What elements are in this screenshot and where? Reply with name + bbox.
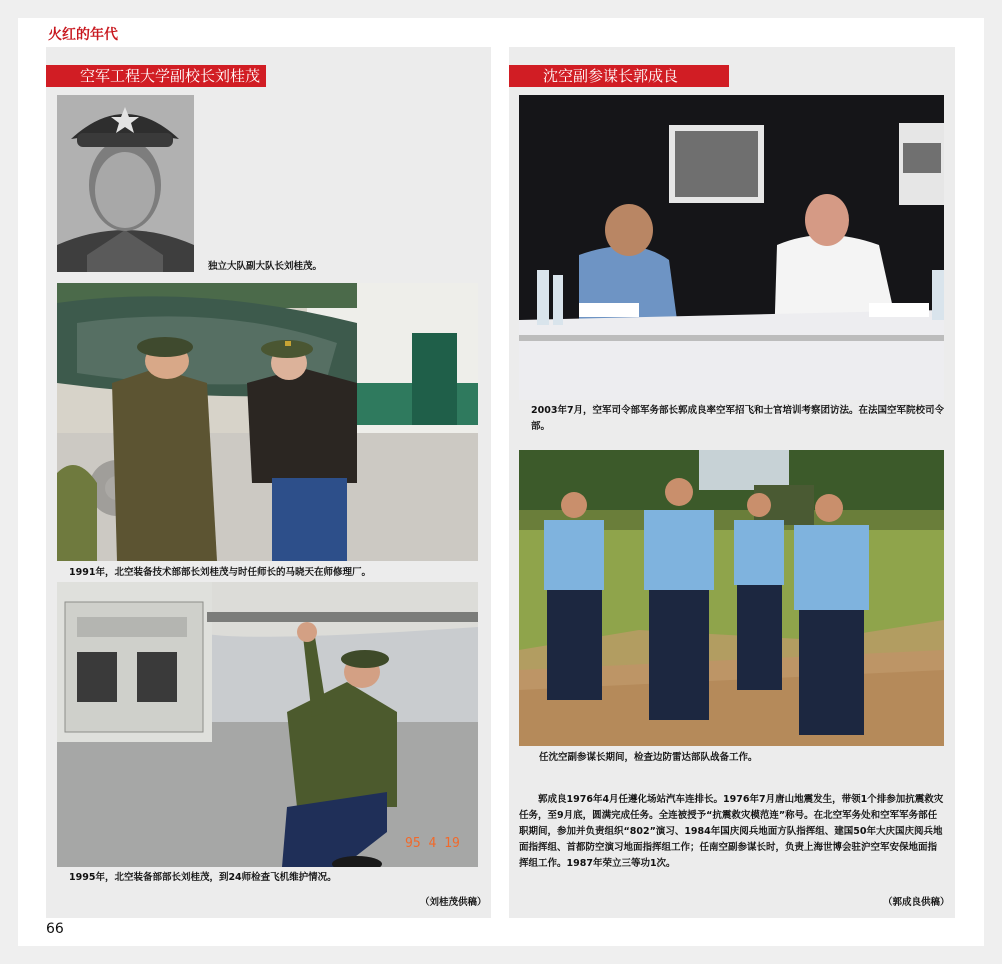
right-column <box>509 47 955 918</box>
left-column <box>46 47 491 918</box>
left-column-title: 空军工程大学副校长刘桂茂 <box>46 65 266 87</box>
portrait-photo <box>57 95 194 272</box>
photo-1991-caption: 1991年，北空装备技术部部长刘桂茂与时任师长的马晓天在师修理厂。 <box>69 567 371 578</box>
inspection-caption: 任沈空副参谋长期间，检查边防雷达部队战备工作。 <box>539 752 758 763</box>
photo-border-radar-inspection <box>519 450 944 746</box>
meeting-caption: 2003年7月，空军司令部军务部长郭成良率空军招飞和士官培训考察团访法。在法国空军院校司令部。 <box>531 405 945 432</box>
photo-date-stamp: 95 4 19 <box>405 836 460 851</box>
photo-1995-aircraft-inspection <box>57 582 478 867</box>
right-column-title: 沈空副参谋长郭成良 <box>509 65 729 87</box>
photo-meeting-france <box>519 95 944 400</box>
photo-1995-caption: 1995年，北空装备部部长刘桂茂，到24师检查飞机维护情况。 <box>69 872 337 883</box>
right-credit: （郭成良供稿） <box>883 897 950 908</box>
magazine-page <box>18 18 984 946</box>
biography-paragraph: 郭成良1976年4月任遵化场站汽车连排长。1976年7月唐山地震发生，带领1个排参加抗震救灾任务，至9月底，圆满完成任务。全连被授予“抗震救灾模范连”称号。在北空军务处和空军军务部任职期间，参加并负责组织“802”演习、1984年国庆阅兵地面方队指挥组、建国50年大庆国庆阅兵地面指挥组、首都防空演习地面指挥组工作；任南空副参谋长时，负责上海世博会驻沪空军安保地面指挥组工作。1987年荣立三等功1次。 <box>519 794 944 869</box>
portrait-caption: 独立大队副大队长刘桂茂。 <box>208 261 323 272</box>
page-number: 66 <box>46 921 64 937</box>
photo-1991-repair-factory <box>57 283 478 561</box>
section-header: 火红的年代 <box>48 27 118 43</box>
left-credit: （刘桂茂供稿） <box>420 897 487 908</box>
